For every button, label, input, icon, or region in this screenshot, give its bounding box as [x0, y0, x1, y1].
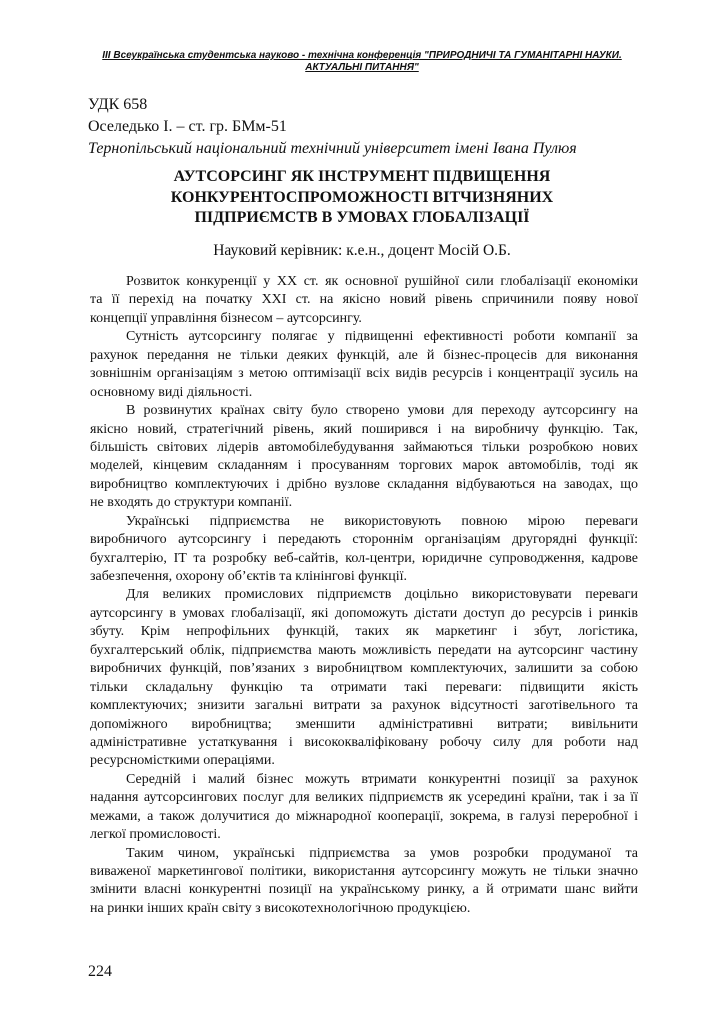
text-line: якісно новий, стратегічний рівень, який поширився і на виробничу функцію. Так, [90, 421, 638, 437]
text-line: адміністративне устаткування і висококваліфіковану робочу силу для роботи над [90, 734, 638, 750]
paragraph [90, 586, 638, 770]
text-line: надання аутсорсингових послуг для великих підприємств як усередині країни, так і за її [90, 790, 638, 806]
text-line: виробництво комплектуючих і дрібно вузлове складання відбуваються на заводах, що [90, 476, 638, 492]
text-line: Таким чином, українські підприємства за умов розробки продуманої та [126, 845, 638, 861]
title-line: АУТСОРСИНГ ЯК ІНСТРУМЕНТ ПІДВИЩЕННЯ [173, 168, 551, 185]
text-line: концепції управління бізнесом – аутсорсингу. [90, 310, 362, 326]
text-line: бухгалтерський облік, підприємства мають можливість передати на аутсорсинг частину [90, 642, 638, 658]
paragraph [90, 771, 638, 845]
text-line: змінити власні конкурентні позиції на українському ринку, а й отримати шанс вийти [90, 882, 638, 898]
text-line: тільки складальну функцію та отримати такі переваги: підвищити якість [90, 679, 638, 695]
text-line: зовнішнім організаціям з метою оптимізації всіх видів ресурсів і концентрації зусиль на [90, 366, 638, 382]
text-line: на ринки інших країн світу з високотехнологічною продукцією. [90, 900, 471, 916]
institution-line: Тернопільський національний технічний університет імені Івана Пулюя [88, 140, 577, 157]
text-line: не входять до структури компанії. [90, 495, 293, 511]
text-line: Середній і малий бізнес можуть втримати конкурентні позиції за рахунок [126, 771, 638, 787]
udk-code: УДК 658 [88, 96, 148, 113]
text-line: більшість світових лідерів автомобілебудування займаються тільки розробкою нових [90, 439, 638, 455]
article-meta [88, 94, 648, 160]
text-line: рахунок передання не тільки деяких функцій, але й бізнес-процесів для виконання [90, 347, 638, 363]
running-header-line: АКТУАЛЬНІ ПИТАННЯ" [305, 62, 419, 73]
text-line: комплектуючих; знизити загальні витрати за рахунок відсутності заготівельного та [90, 698, 638, 714]
article-title [130, 167, 594, 229]
article-body [90, 273, 638, 918]
paragraph [90, 845, 638, 919]
running-header-line: III Всеукраїнська студентська науково - технічна конференція "ПРИРОДНИЧІ ТА ГУМАНІТАРНІ НАУКИ. [102, 50, 622, 61]
text-line: аутсорсингу в умовах глобалізації, які допоможуть дістати доступ до ресурсів і ринків [90, 605, 638, 621]
text-line: забезпечення, охорону об’єктів та клінінгові функції. [90, 569, 408, 584]
text-line: легкої промисловості. [90, 827, 221, 843]
paragraph [90, 513, 638, 587]
text-line: Розвиток конкуренції у XX ст. як основної рушійної сили глобалізації економіки [126, 274, 638, 289]
text-line: виробничих функцій, пов’язаних з виробництвом комплектуючих, залишити за собою [90, 661, 638, 677]
running-header [90, 50, 634, 74]
text-line: моделей, кінцевим складанням і просуванням торгових марок автомобілів, тоді як [90, 458, 638, 474]
text-line: збуту. Крім непрофільних функцій, таких як маркетинг і збут, логістика, [90, 624, 638, 640]
author-line: Оселедько І. – ст. гр. БМм-51 [88, 118, 287, 135]
text-line: В розвинутих країнах світу було створено умови для переходу аутсорсингу на [126, 403, 638, 419]
text-line: виробничого аутсорсингу і передають стороннім організаціям другорядні функції: [90, 532, 638, 548]
text-line: та її перехід на початку XXI ст. на якісно новий рівень спричинили появу нової [90, 292, 638, 308]
text-line: ресурсномісткими операціями. [90, 753, 275, 769]
text-line: Сутність аутсорсингу полягає у підвищенні ефективності роботи компанії за [126, 329, 638, 345]
scientific-advisor: Науковий керівник: к.е.н., доцент Мосій О.Б. [213, 242, 511, 259]
text-line: бухгалтерію, IT та розробку веб-сайтів, кол-центри, юридичне супроводження, кадрове [90, 550, 638, 566]
text-line: виваженої маркетингової політики, використання аутсорсингу можуть не тільки значно [90, 864, 638, 879]
text-line: межами, а також долучитися до міжнародної кооперації, зокрема, в галузі переробної і [90, 808, 638, 824]
page-number: 224 [88, 963, 112, 980]
paragraph [90, 328, 638, 402]
text-line: Українські підприємства не використовують повною мірою переваги [126, 513, 638, 529]
text-line: основному виді діяльності. [90, 384, 253, 400]
text-line: Для великих промислових підприємств доцільно використовувати переваги [126, 587, 638, 603]
title-line: ПІДПРИЄМСТВ В УМОВАХ ГЛОБАЛІЗАЦІЇ [194, 209, 530, 226]
text-line: допоміжного виробництва; зменшити адміністративні витрати; вивільнити [90, 716, 638, 732]
title-line: КОНКУРЕНТОСПРОМОЖНОСТІ ВІТЧИЗНЯНИХ [170, 188, 554, 206]
paragraph [90, 402, 638, 513]
paragraph [90, 273, 638, 328]
